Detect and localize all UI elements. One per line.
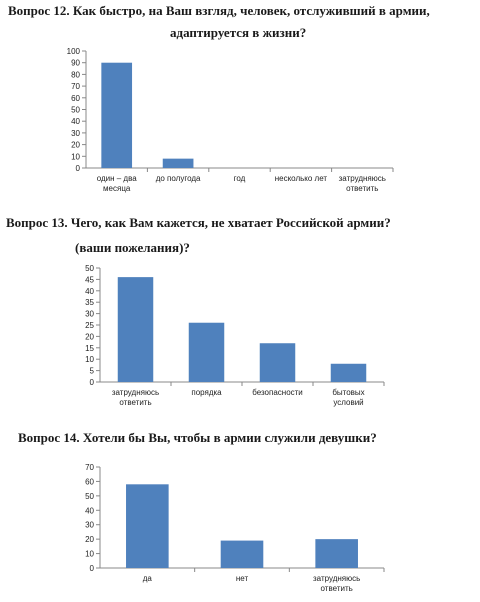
y-tick-label: 30: [85, 309, 94, 319]
y-tick-label: 40: [85, 506, 94, 516]
category-label: год: [233, 174, 246, 183]
y-tick-label: 15: [85, 343, 94, 353]
y-tick-label: 10: [85, 549, 94, 559]
bar: [221, 541, 264, 568]
y-tick-label: 0: [89, 564, 94, 573]
y-tick-label: 10: [85, 355, 94, 365]
category-label: затрудняюсь ответить: [338, 174, 386, 193]
y-tick-label: 50: [71, 105, 80, 115]
y-tick-label: 80: [71, 70, 80, 80]
y-tick-label: 0: [75, 164, 80, 173]
y-tick-label: 90: [71, 58, 80, 68]
category-label: порядка: [191, 388, 222, 397]
category-label: бытовых условий: [332, 388, 365, 407]
y-tick-label: 45: [85, 275, 94, 285]
category-label: нет: [235, 574, 249, 583]
question-12-title-cont: адаптируется в жизни?: [170, 25, 307, 40]
y-tick-label: 100: [66, 47, 80, 56]
y-tick-label: 40: [71, 117, 80, 127]
category-label: несколько лет: [274, 174, 328, 183]
category-label: один – два месяца: [96, 174, 137, 193]
category-label: безопасности: [252, 388, 303, 397]
y-tick-label: 70: [85, 463, 94, 472]
y-tick-label: 0: [89, 378, 94, 387]
y-tick-label: 20: [85, 535, 94, 545]
y-tick-label: 10: [71, 152, 80, 162]
y-tick-label: 60: [71, 93, 80, 103]
question-12-title: Вопрос 12. Как быстро, на Ваш взгляд, человек, отслуживший в армии,: [8, 3, 430, 18]
y-tick-label: 20: [71, 140, 80, 150]
y-tick-label: 60: [85, 477, 94, 487]
y-tick-label: 5: [89, 366, 94, 376]
question-13-title-cont: (ваши пожелания)?: [75, 240, 190, 255]
y-tick-label: 70: [71, 82, 80, 92]
y-tick-label: 50: [85, 491, 94, 501]
question-13-title: Вопрос 13. Чего, как Вам кажется, не хватает Российской армии?: [6, 215, 391, 230]
category-label: до полугода: [155, 174, 201, 183]
y-tick-label: 30: [85, 520, 94, 530]
bar: [315, 539, 358, 568]
y-tick-label: 35: [85, 298, 94, 308]
category-label: затрудняюсь ответить: [111, 388, 160, 407]
category-label: затрудняюсь ответить: [313, 574, 361, 593]
y-tick-label: 25: [85, 321, 94, 330]
y-tick-label: 30: [71, 128, 80, 138]
category-label: да: [142, 574, 152, 583]
y-tick-label: 40: [85, 286, 94, 296]
y-tick-label: 20: [85, 332, 94, 342]
question-14-title: Вопрос 14. Хотели бы Вы, чтобы в армии служили девушки?: [18, 430, 377, 445]
bar: [126, 484, 169, 568]
y-tick-label: 50: [85, 264, 94, 273]
